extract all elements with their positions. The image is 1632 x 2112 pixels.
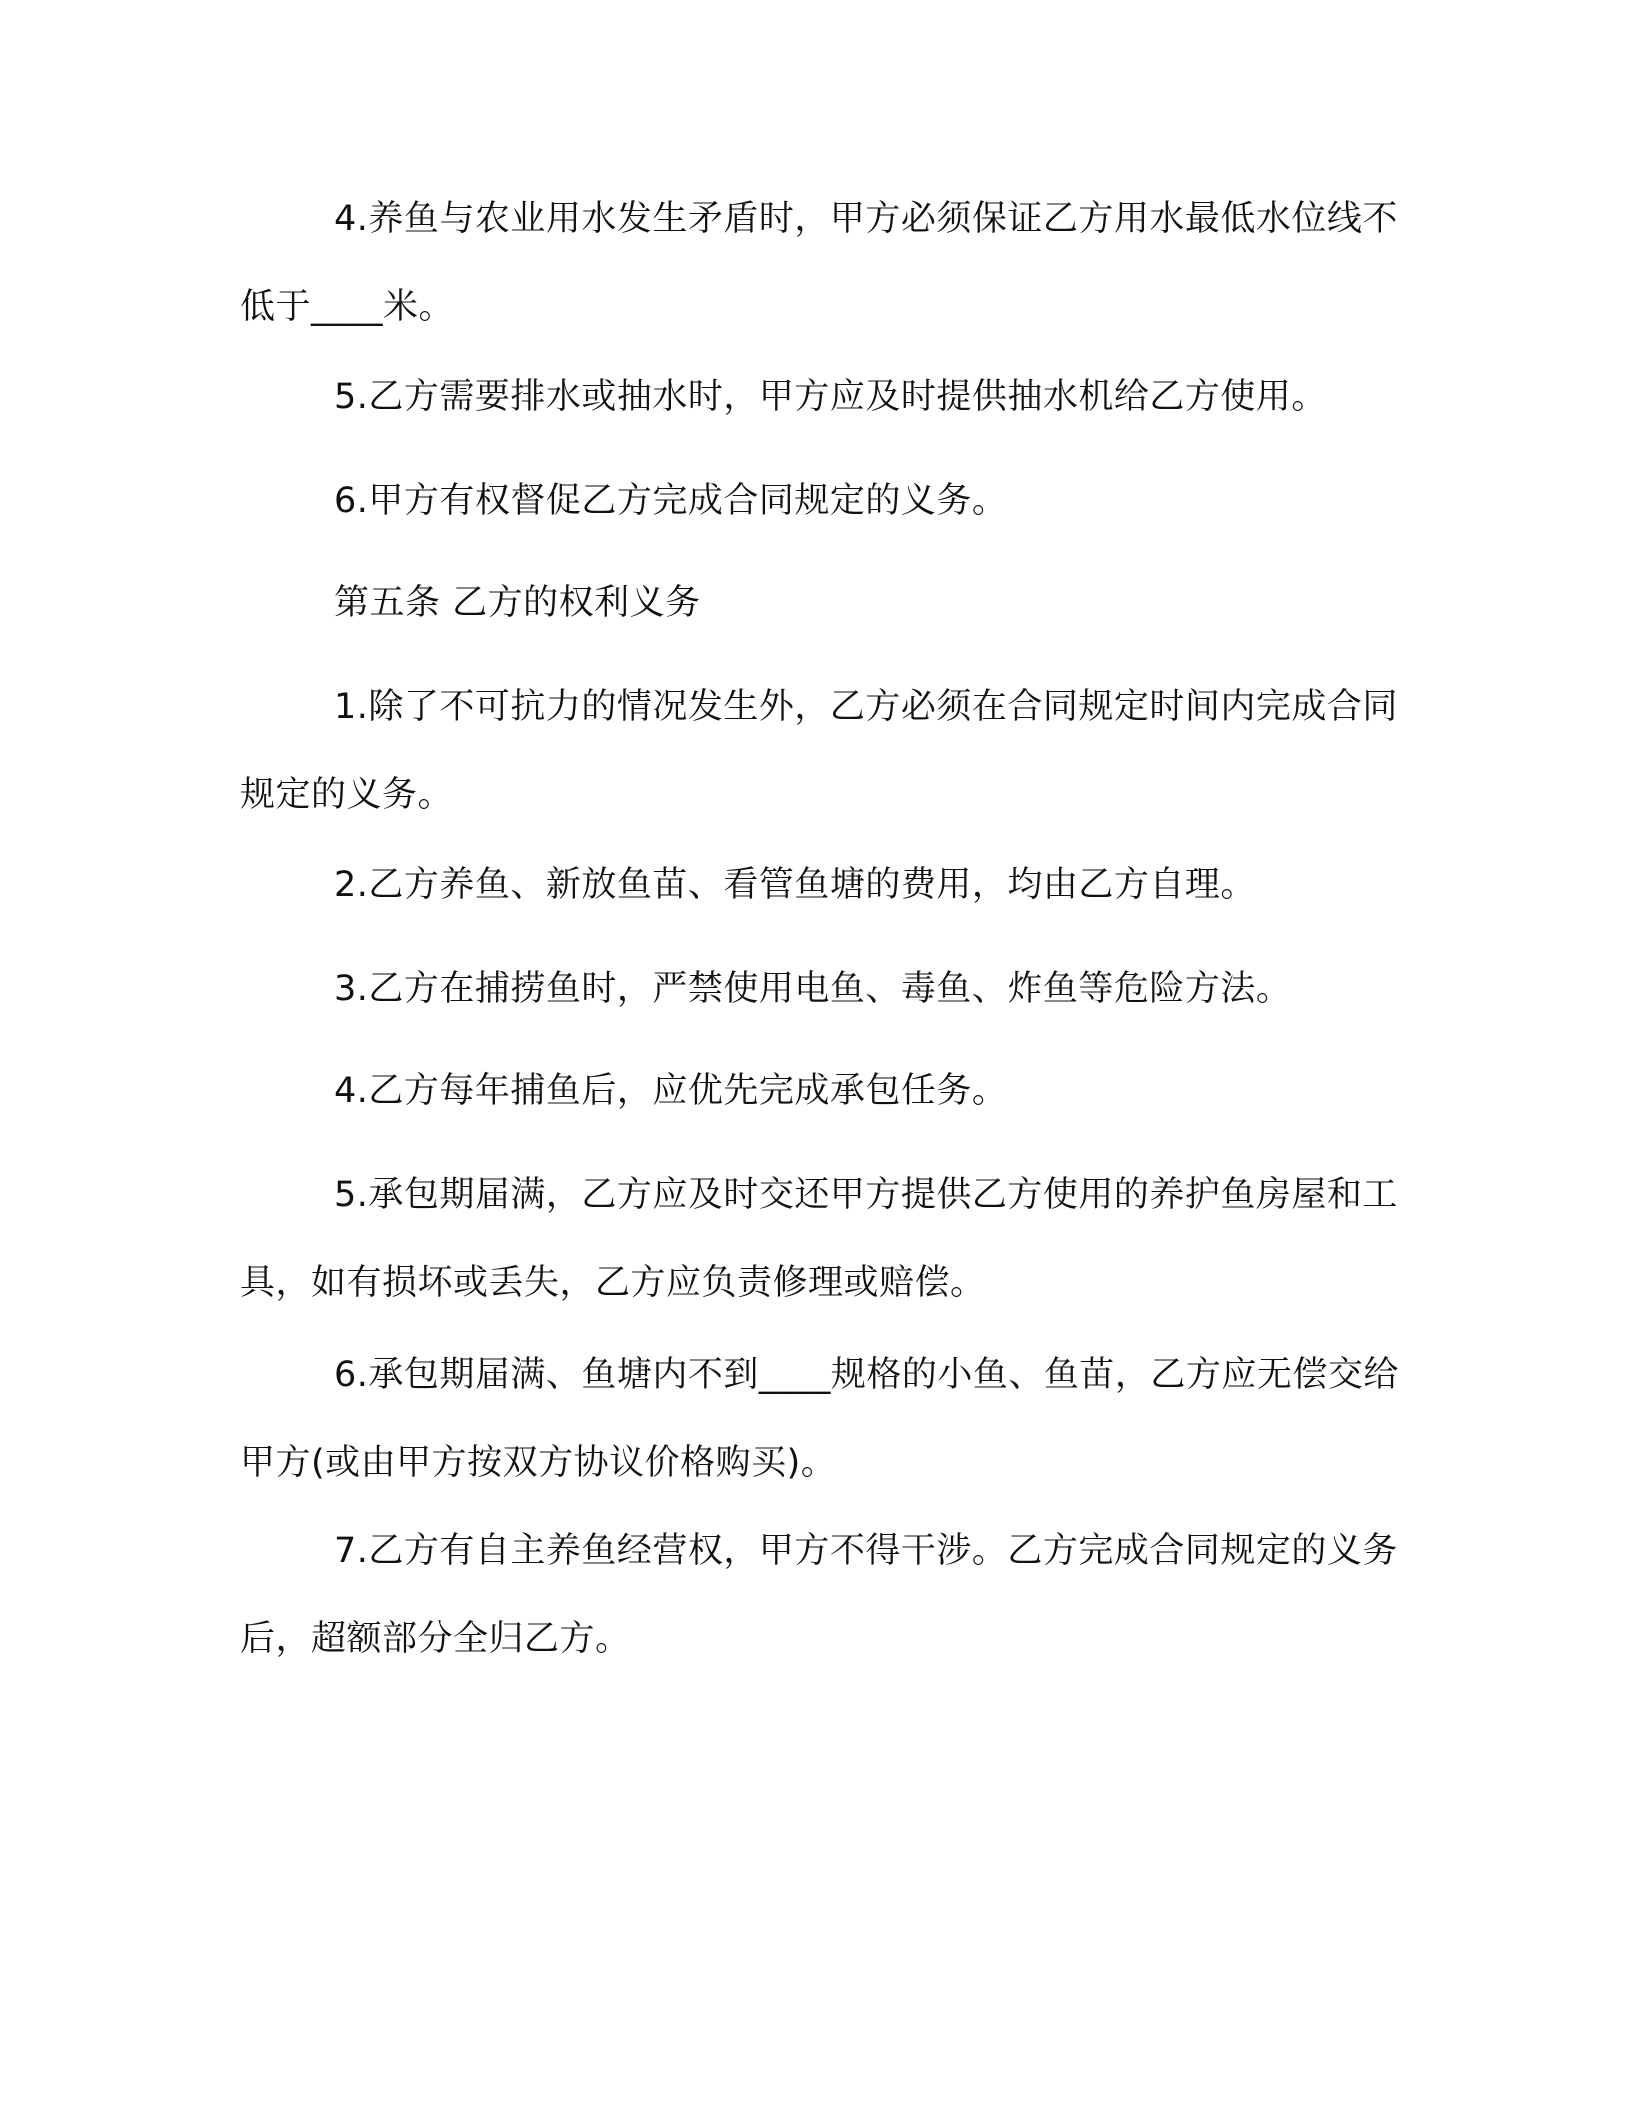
paragraph-force-majeure: 1.除了不可抗力的情况发生外，乙方必须在合同规定时间内完成合同规定的义务。 (240, 687, 1398, 815)
paragraph-return-tools: 5.承包期届满，乙方应及时交还甲方提供乙方使用的养护鱼房屋和工具，如有损坏或丢失，乙方应负责修理或赔偿。 (240, 1175, 1398, 1303)
paragraph-party-a-supervise: 6.甲方有权督促乙方完成合同规定的义务。 (334, 481, 1008, 521)
paragraph-fishing-methods: 3.乙方在捕捞鱼时，严禁使用电鱼、毒鱼、炸鱼等危险方法。 (334, 969, 1292, 1009)
paragraph-autonomy: 7.乙方有自主养鱼经营权，甲方不得干涉。乙方完成合同规定的义务后，超额部分全归乙方。 (240, 1531, 1398, 1659)
paragraph-water-pump: 5.乙方需要排水或抽水时，甲方应及时提供抽水机给乙方使用。 (334, 377, 1327, 417)
section-heading-article-5: 第五条 乙方的权利义务 (334, 583, 701, 623)
paragraph-fish-water-level: 4.养鱼与农业用水发生矛盾时，甲方必须保证乙方用水最低水位线不低于____米。 (240, 199, 1398, 327)
paragraph-small-fish: 6.承包期届满、鱼塘内不到____规格的小鱼、鱼苗，乙方应无偿交给甲方(或由甲方按双方协议价格购买)。 (240, 1355, 1399, 1483)
paragraph-costs: 2.乙方养鱼、新放鱼苗、看管鱼塘的费用，均由乙方自理。 (334, 865, 1256, 905)
paragraph-contract-task: 4.乙方每年捕鱼后，应优先完成承包任务。 (334, 1071, 1008, 1111)
